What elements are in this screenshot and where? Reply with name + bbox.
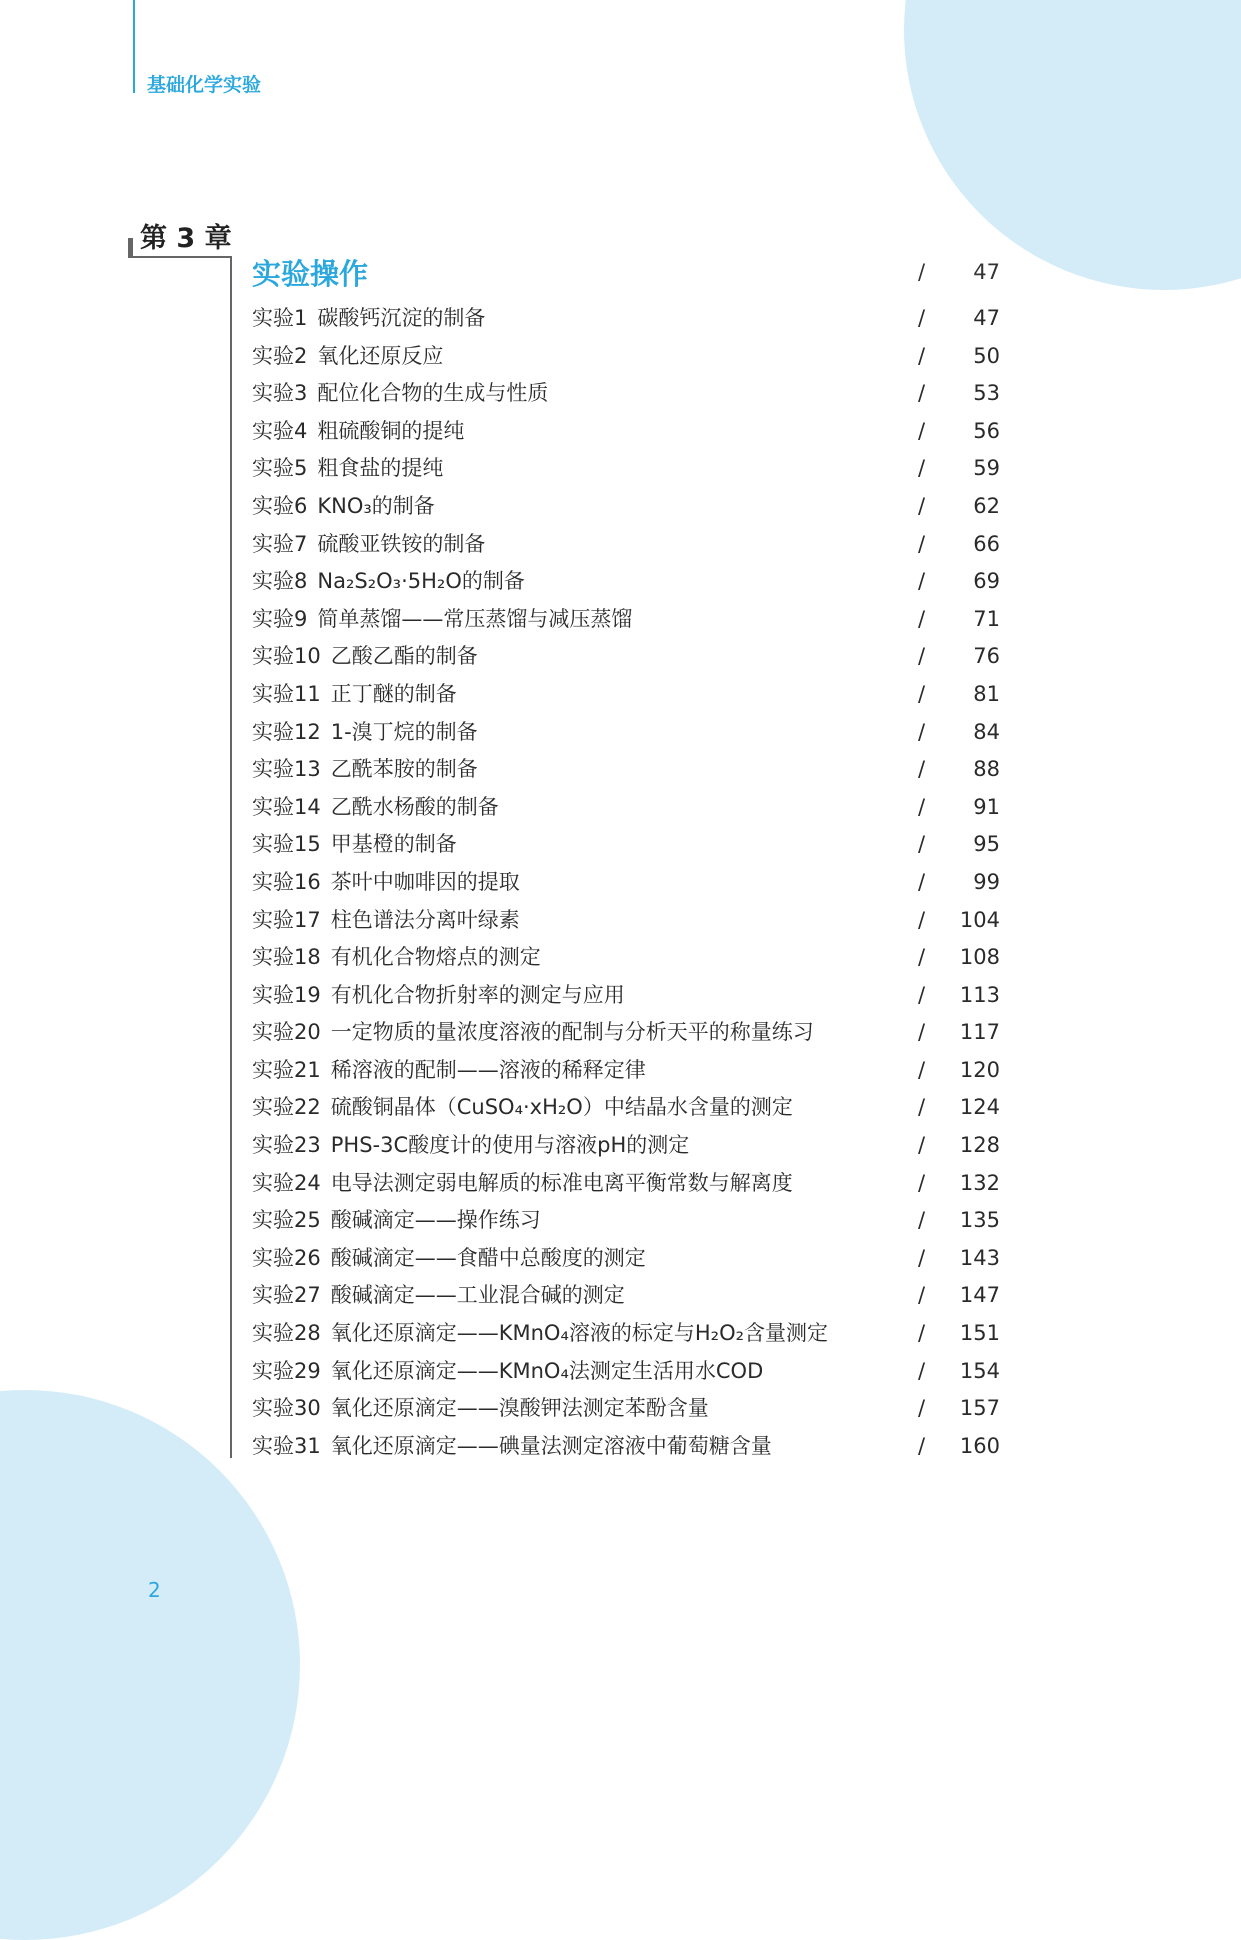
toc-entry-page: 154	[959, 1358, 1000, 1383]
toc-entry-number: 实验26	[252, 1245, 321, 1270]
toc-entry[interactable]	[252, 1202, 1012, 1240]
toc-entry[interactable]	[252, 939, 1012, 977]
toc-entry[interactable]	[252, 1165, 1012, 1203]
toc-entry-page: 120	[959, 1057, 1000, 1082]
toc-entry-separator: /	[918, 306, 926, 330]
toc-entry-separator: /	[918, 531, 926, 556]
toc-entry-separator: /	[918, 418, 926, 443]
toc-entry[interactable]	[252, 751, 1012, 789]
toc-entry-page: 135	[959, 1208, 1000, 1233]
toc-entry-page: 124	[959, 1095, 1000, 1120]
toc-entry-title: 正丁醚的制备	[330, 681, 457, 706]
section-title: 实验操作	[252, 257, 369, 291]
section-page-separator: /	[918, 260, 926, 284]
toc-entry-page: 128	[959, 1133, 1000, 1158]
toc-entry-page: 99	[973, 869, 1000, 894]
section-page-number: 47	[973, 260, 1000, 284]
toc-entry-number: 实验22	[252, 1095, 321, 1120]
decorative-circle-top-right	[904, 0, 1241, 290]
toc-entry-title: 粗食盐的提纯	[317, 456, 444, 481]
toc-entry-number: 实验17	[252, 907, 321, 932]
toc-entry-title: 乙酰水杨酸的制备	[330, 794, 499, 819]
toc-entry-page: 95	[973, 832, 1000, 857]
toc-entry[interactable]	[252, 676, 1012, 714]
toc-entry-page: 84	[973, 719, 1000, 744]
toc-entry-title: Na₂S₂O₃·5H₂O的制备	[317, 569, 525, 594]
toc-entry[interactable]	[252, 902, 1012, 940]
toc-entry-title: 有机化合物折射率的测定与应用	[330, 982, 625, 1007]
toc-entry-number: 实验30	[252, 1396, 321, 1421]
toc-entry-number: 实验27	[252, 1283, 321, 1308]
toc-entry-title: PHS-3C酸度计的使用与溶液pH的测定	[330, 1133, 690, 1158]
toc-entry-separator: /	[918, 1057, 926, 1082]
toc-entry-separator: /	[918, 1133, 926, 1158]
toc-vertical-rule	[230, 256, 232, 1458]
toc-entry-title: 柱色谱法分离叶绿素	[330, 907, 520, 932]
toc-entry[interactable]	[252, 1240, 1012, 1278]
toc-entry-number: 实验5	[252, 456, 308, 481]
toc-entry-page: 66	[973, 531, 1000, 556]
toc-entry[interactable]	[252, 977, 1012, 1015]
toc-entry[interactable]	[252, 413, 1012, 451]
toc-entry[interactable]	[252, 1390, 1012, 1428]
toc-entry-number: 实验2	[252, 343, 308, 368]
toc-entry-separator: /	[918, 1396, 926, 1421]
toc-entry-number: 实验29	[252, 1358, 321, 1383]
toc-entry-page: 47	[973, 306, 1000, 330]
toc-entry-title: 酸碱滴定——食醋中总酸度的测定	[330, 1245, 646, 1270]
toc-entry-title: KNO₃的制备	[317, 493, 435, 518]
toc-entry-number: 实验12	[252, 719, 321, 744]
toc-entry-number: 实验7	[252, 531, 308, 556]
toc-entry-number: 实验23	[252, 1133, 321, 1158]
toc-entry-page: 71	[973, 606, 1000, 631]
toc-entry-separator: /	[918, 794, 926, 819]
toc-entry-number: 实验31	[252, 1433, 321, 1458]
toc-entry-separator: /	[918, 343, 926, 368]
toc-entry-separator: /	[918, 757, 926, 782]
toc-entry-number: 实验19	[252, 982, 321, 1007]
toc-entry-page: 132	[959, 1170, 1000, 1195]
toc-entry-title: 碳酸钙沉淀的制备	[317, 306, 486, 330]
book-title: 基础化学实验	[147, 74, 262, 96]
toc-entry[interactable]	[252, 338, 1012, 376]
toc-entry-number: 实验25	[252, 1208, 321, 1233]
toc-entry-title: 硫酸亚铁铵的制备	[317, 531, 486, 556]
toc-entry[interactable]	[252, 1277, 1012, 1315]
toc-entry-number: 实验3	[252, 381, 308, 406]
toc-entry-title: 氧化还原滴定——KMnO₄法测定生活用水COD	[330, 1358, 764, 1383]
toc-entry-title: 电导法测定弱电解质的标准电离平衡常数与解离度	[330, 1170, 793, 1195]
toc-list	[252, 300, 1012, 1465]
toc-entry[interactable]	[252, 563, 1012, 601]
toc-entry-number: 实验8	[252, 569, 308, 594]
toc-entry-separator: /	[918, 719, 926, 744]
toc-entry-title: 茶叶中咖啡因的提取	[330, 869, 520, 894]
toc-entry-page: 62	[973, 493, 1000, 518]
toc-entry-page: 113	[959, 982, 1000, 1007]
toc-entry-title: 粗硫酸铜的提纯	[317, 418, 465, 443]
toc-entry[interactable]	[252, 864, 1012, 902]
toc-entry[interactable]	[252, 526, 1012, 564]
toc-entry-separator: /	[918, 869, 926, 894]
page-number: 2	[148, 1578, 161, 1602]
toc-entry-title: 简单蒸馏——常压蒸馏与减压蒸馏	[317, 606, 633, 631]
toc-entry-separator: /	[918, 569, 926, 594]
toc-entry[interactable]	[252, 450, 1012, 488]
toc-entry-page: 157	[959, 1396, 1000, 1421]
toc-entry-number: 实验11	[252, 681, 321, 706]
toc-entry[interactable]	[252, 1315, 1012, 1353]
toc-entry-number: 实验24	[252, 1170, 321, 1195]
toc-entry-separator: /	[918, 456, 926, 481]
toc-entry[interactable]	[252, 1052, 1012, 1090]
toc-entry[interactable]	[252, 488, 1012, 526]
toc-entry-separator: /	[918, 1095, 926, 1120]
toc-entry-title: 乙酰苯胺的制备	[330, 757, 478, 782]
toc-entry-separator: /	[918, 1245, 926, 1270]
toc-entry-page: 108	[959, 945, 1000, 970]
toc-entry-title: 硫酸铜晶体（CuSO₄·xH₂O）中结晶水含量的测定	[330, 1095, 793, 1120]
toc-entry-number: 实验18	[252, 945, 321, 970]
toc-entry[interactable]	[252, 1428, 1012, 1466]
toc-entry-title: 一定物质的量浓度溶液的配制与分析天平的称量练习	[330, 1020, 814, 1045]
toc-entry-title: 氧化还原滴定——溴酸钾法测定苯酚含量	[330, 1396, 709, 1421]
toc-entry-title: 酸碱滴定——操作练习	[330, 1208, 541, 1233]
toc-entry-separator: /	[918, 1433, 926, 1458]
toc-entry-separator: /	[918, 1321, 926, 1346]
toc-entry-title: 配位化合物的生成与性质	[317, 381, 549, 406]
toc-entry[interactable]	[252, 300, 1012, 338]
toc-entry-page: 151	[959, 1321, 1000, 1346]
toc-entry-page: 104	[959, 907, 1000, 932]
toc-entry-page: 81	[973, 681, 1000, 706]
toc-entry-page: 53	[973, 381, 1000, 406]
toc-entry-separator: /	[918, 907, 926, 932]
toc-entry-page: 69	[973, 569, 1000, 594]
toc-entry-page: 88	[973, 757, 1000, 782]
toc-entry-title: 乙酸乙酯的制备	[330, 644, 478, 669]
toc-entry-number: 实验14	[252, 794, 321, 819]
toc-entry-page: 59	[973, 456, 1000, 481]
toc-entry[interactable]	[252, 1353, 1012, 1391]
toc-entry-title: 氧化还原滴定——KMnO₄溶液的标定与H₂O₂含量测定	[330, 1321, 829, 1346]
toc-entry[interactable]	[252, 789, 1012, 827]
toc-entry[interactable]	[252, 826, 1012, 864]
toc-entry-number: 实验4	[252, 418, 308, 443]
toc-entry-separator: /	[918, 493, 926, 518]
toc-entry-page: 147	[959, 1283, 1000, 1308]
toc-entry-separator: /	[918, 681, 926, 706]
toc-entry-page: 50	[973, 343, 1000, 368]
toc-entry-separator: /	[918, 606, 926, 631]
toc-entry[interactable]	[252, 1014, 1012, 1052]
toc-entry-separator: /	[918, 1358, 926, 1383]
toc-entry[interactable]	[252, 714, 1012, 752]
toc-entry-number: 实验13	[252, 757, 321, 782]
toc-entry[interactable]	[252, 601, 1012, 639]
toc-entry-number: 实验10	[252, 644, 321, 669]
toc-entry-separator: /	[918, 832, 926, 857]
toc-entry-number: 实验15	[252, 832, 321, 857]
toc-entry[interactable]	[252, 1089, 1012, 1127]
toc-entry-title: 1-溴丁烷的制备	[330, 719, 478, 744]
toc-entry[interactable]	[252, 375, 1012, 413]
toc-entry-title: 氧化还原反应	[317, 343, 444, 368]
toc-entry-separator: /	[918, 381, 926, 406]
toc-entry[interactable]	[252, 1127, 1012, 1165]
chapter-marker	[128, 238, 133, 257]
toc-entry-number: 实验28	[252, 1321, 321, 1346]
toc-entry-number: 实验21	[252, 1057, 321, 1082]
toc-entry-page: 143	[959, 1245, 1000, 1270]
toc-entry-title: 酸碱滴定——工业混合碱的测定	[330, 1283, 625, 1308]
toc-entry[interactable]	[252, 638, 1012, 676]
toc-entry-separator: /	[918, 1020, 926, 1045]
toc-entry-title: 有机化合物熔点的测定	[330, 945, 541, 970]
toc-entry-number: 实验9	[252, 606, 308, 631]
toc-entry-title: 稀溶液的配制——溶液的稀释定律	[330, 1057, 646, 1082]
decorative-circle-bottom-left	[0, 1390, 300, 1940]
toc-entry-title: 甲基橙的制备	[330, 832, 457, 857]
chapter-label: 第 3 章	[140, 223, 232, 254]
toc-entry-number: 实验20	[252, 1020, 321, 1045]
toc-entry-page: 160	[959, 1433, 1000, 1458]
toc-entry-title: 氧化还原滴定——碘量法测定溶液中葡萄糖含量	[330, 1433, 772, 1458]
toc-entry-number: 实验6	[252, 493, 308, 518]
toc-entry-page: 117	[959, 1020, 1000, 1045]
toc-entry-page: 76	[973, 644, 1000, 669]
toc-horizontal-rule	[128, 256, 232, 258]
toc-entry-separator: /	[918, 644, 926, 669]
toc-entry-separator: /	[918, 1208, 926, 1233]
toc-entry-separator: /	[918, 1283, 926, 1308]
header-rule	[133, 0, 135, 93]
toc-entry-separator: /	[918, 1170, 926, 1195]
toc-entry-separator: /	[918, 945, 926, 970]
toc-entry-separator: /	[918, 982, 926, 1007]
toc-entry-page: 91	[973, 794, 1000, 819]
toc-entry-page: 56	[973, 418, 1000, 443]
toc-entry-number: 实验1	[252, 306, 308, 330]
toc-entry-number: 实验16	[252, 869, 321, 894]
